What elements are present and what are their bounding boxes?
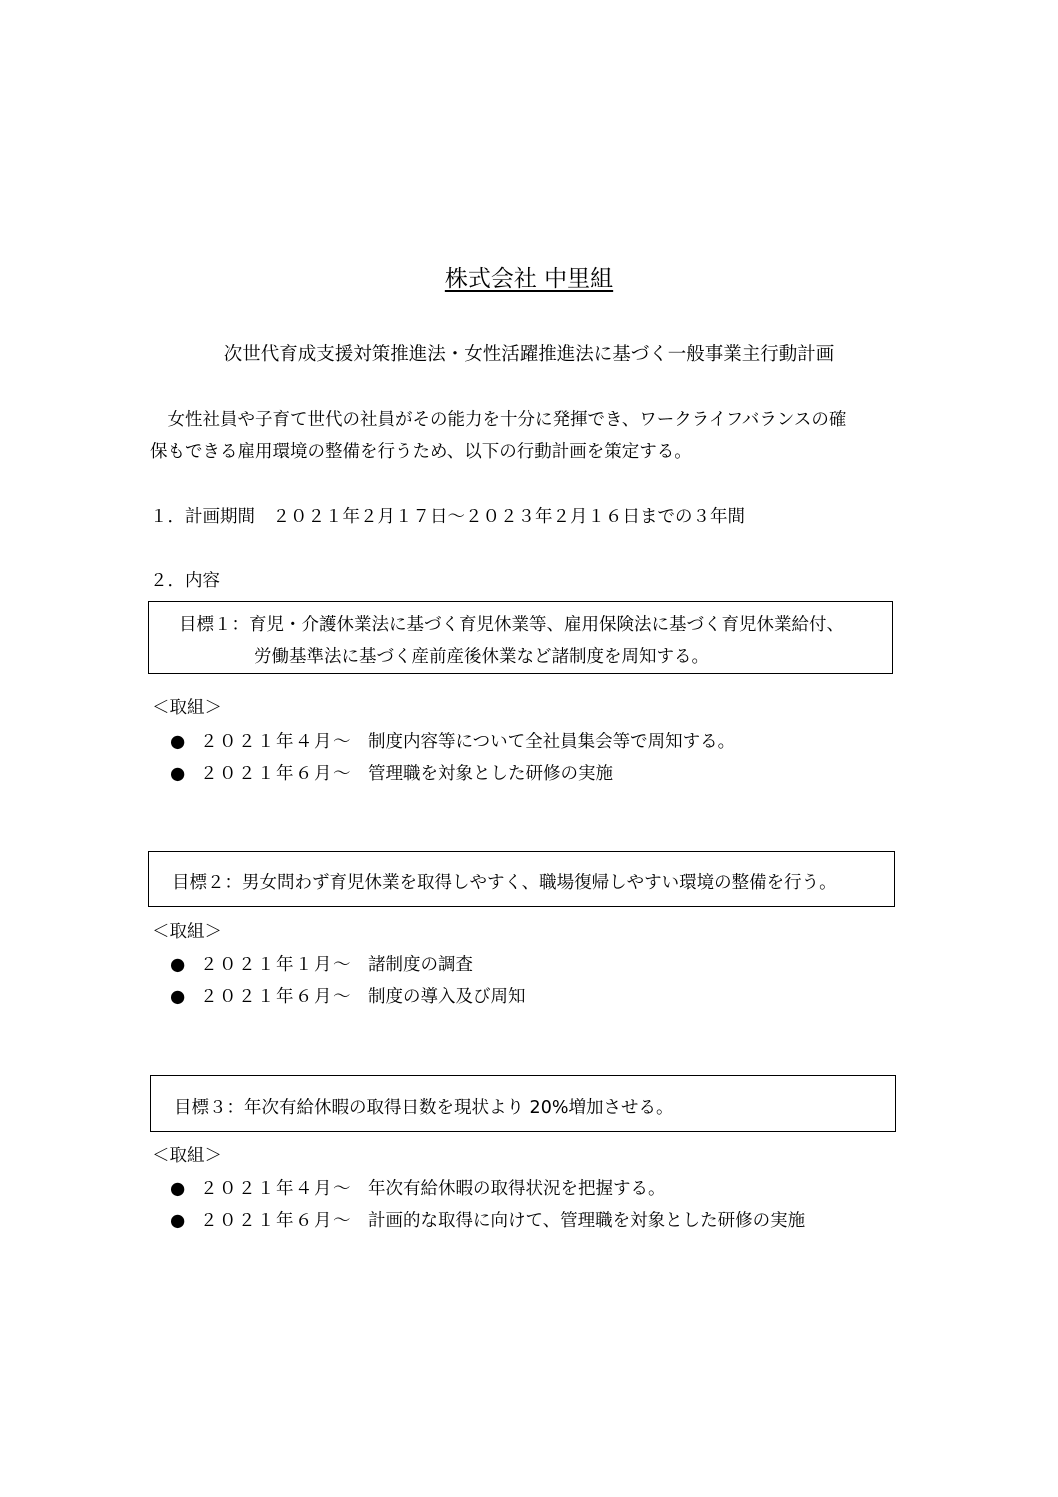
action-text: 管理職を対象とした研修の実施 — [368, 764, 613, 784]
action-text: 計画的な取得に向けて、管理職を対象とした研修の実施 — [368, 1211, 806, 1231]
goal-3-box — [150, 1075, 896, 1132]
bullet-icon: ● — [170, 955, 186, 975]
bullet-icon: ● — [170, 732, 186, 752]
action-text: 制度の導入及び周知 — [368, 987, 526, 1007]
plan-period: １．計画期間 ２０２１年２月１７日～２０２３年２月１６日までの３年間 — [150, 507, 745, 527]
goal-2-action-1 — [170, 951, 473, 976]
bullet-icon: ● — [170, 764, 186, 784]
goal-2-action-2 — [170, 983, 526, 1008]
action-date: ２０２１年６月～ — [200, 987, 352, 1007]
goal-3-torikumi-label: ＜取組＞ — [152, 1146, 222, 1166]
goal-2-torikumi-label: ＜取組＞ — [152, 922, 222, 942]
action-date: ２０２１年４月～ — [200, 732, 352, 752]
content-heading: ２．内容 — [150, 571, 220, 591]
action-date: ２０２１年４月～ — [200, 1179, 352, 1199]
plan-title: 次世代育成支援対策推進法・女性活躍推進法に基づく一般事業主行動計画 — [223, 344, 835, 365]
bullet-icon: ● — [170, 1211, 186, 1231]
goal-1-action-1 — [170, 728, 735, 753]
goal-2-line-1: 目標２：男女問わず育児休業を取得しやすく、職場復帰しやすい環境の整備を行う。 — [172, 873, 837, 893]
action-date: ２０２１年１月～ — [200, 955, 352, 975]
action-text: 年次有給休暇の取得状況を把握する。 — [368, 1179, 666, 1199]
bullet-icon: ● — [170, 1179, 186, 1199]
action-date: ２０２１年６月～ — [200, 1211, 352, 1231]
company-name: 株式会社 中里組 — [444, 266, 614, 292]
goal-3-action-2 — [170, 1207, 805, 1232]
action-text: 諸制度の調査 — [368, 955, 473, 975]
intro-line-1: 女性社員や子育て世代の社員がその能力を十分に発揮でき、ワークライフバランスの確 — [150, 410, 847, 430]
action-date: ２０２１年６月～ — [200, 764, 352, 784]
goal-1-box — [148, 601, 893, 674]
goal-1-torikumi-label: ＜取組＞ — [152, 698, 222, 718]
bullet-icon: ● — [170, 987, 186, 1007]
goal-3-action-1 — [170, 1175, 666, 1200]
action-text: 制度内容等について全社員集会等で周知する。 — [368, 732, 736, 752]
goal-2-box — [148, 851, 895, 907]
goal-1-action-2 — [170, 760, 613, 785]
intro-line-2: 保もできる雇用環境の整備を行うため、以下の行動計画を策定する。 — [150, 442, 692, 462]
goal-1-line-1: 目標１：育児・介護休業法に基づく育児休業等、雇用保険法に基づく育児休業給付、 — [179, 615, 844, 635]
goal-1-line-2: 労働基準法に基づく産前産後休業など諸制度を周知する。 — [254, 647, 709, 667]
goal-3-line-1: 目標３：年次有給休暇の取得日数を現状より 20%増加させる。 — [174, 1098, 674, 1118]
